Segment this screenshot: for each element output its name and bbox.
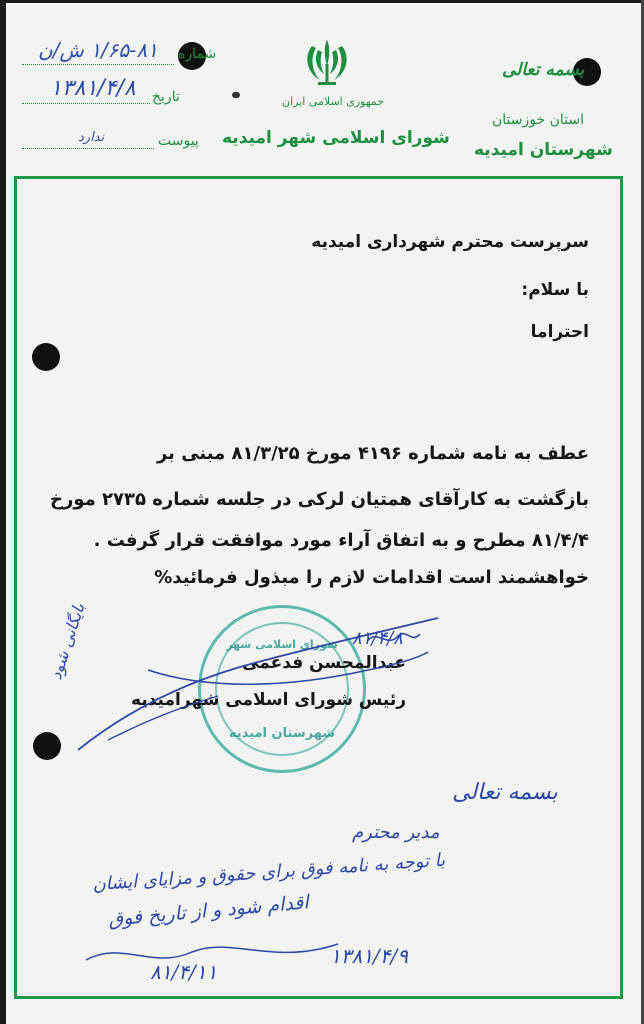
number-label: شماره xyxy=(178,46,217,62)
seal-top-text: شورای اسلامی شهر xyxy=(226,638,338,651)
body-line-1: عطف به نامه شماره ۴۱۹۶ مورخ ۸۱/۳/۲۵ مبنی بر xyxy=(156,443,589,464)
body-line-2: بازگشت به کارآقای همتیان لرکی در جلسه شماره ۲۷۳۵ مورخ xyxy=(50,489,589,510)
note-line-1: بسمه تعالی xyxy=(452,780,558,805)
signature-scribble xyxy=(68,600,448,760)
attachment-label: پیوست xyxy=(158,133,199,149)
scan-edge-left xyxy=(0,0,6,1024)
number-value: ۱/۶۵-۸۱ ش/ن xyxy=(38,38,158,62)
note-line-2: مدیر محترم xyxy=(352,822,440,843)
iran-emblem-icon xyxy=(298,36,356,90)
scan-speck xyxy=(232,92,240,98)
attachment-value: ندارد xyxy=(78,130,105,145)
body-line-4: خواهشمند است اقدامات لازم را مبذول فرمائید% xyxy=(154,567,589,588)
number-underline xyxy=(22,64,174,65)
greeting: با سلام: xyxy=(521,280,589,300)
scan-edge-top xyxy=(0,0,644,3)
signer-title: رئیس شورای اسلامی شهرامیدیه xyxy=(131,690,406,710)
addressee: سرپرست محترم شهرداری امیدیه xyxy=(311,232,589,252)
note-scribble xyxy=(82,930,342,980)
note-line-4: اقدام شود و از تاریخ فوق xyxy=(107,891,310,931)
date-value: ۱۳۸۱/۴/۸ xyxy=(50,76,136,101)
council-name: شورای اسلامی شهر امیدیه xyxy=(222,128,450,148)
county-label: شهرستان امیدیه xyxy=(474,140,613,160)
date-label: تاریخ xyxy=(152,89,180,105)
note-line-5: ۱۳۸۱/۴/۹ xyxy=(330,944,408,968)
seal-bottom-text: شهرستان امیدیه xyxy=(228,726,336,741)
date-underline xyxy=(22,103,150,104)
note-line-3: با توجه به نامه فوق برای حقوق و مزایای ایشان xyxy=(91,849,446,896)
respect-line: احتراما xyxy=(530,322,589,342)
signer-name: عبدالمحسن فدعمی xyxy=(242,653,406,673)
signature-date: ۸۱/۴/۸ xyxy=(352,628,403,649)
note-date: ۸۱/۴/۱۱ xyxy=(150,960,218,984)
emblem-caption: جمهوری اسلامی ایران xyxy=(282,95,385,108)
motto: بسمه تعالی xyxy=(502,60,585,80)
attachment-underline xyxy=(22,148,154,149)
body-line-3: ۸۱/۴/۴ مطرح و به اتفاق آراء مورد موافقت قرار گرفت . xyxy=(93,530,589,551)
province-label: استان خوزستان xyxy=(492,112,584,128)
margin-note: بایگانی شود xyxy=(46,600,89,682)
